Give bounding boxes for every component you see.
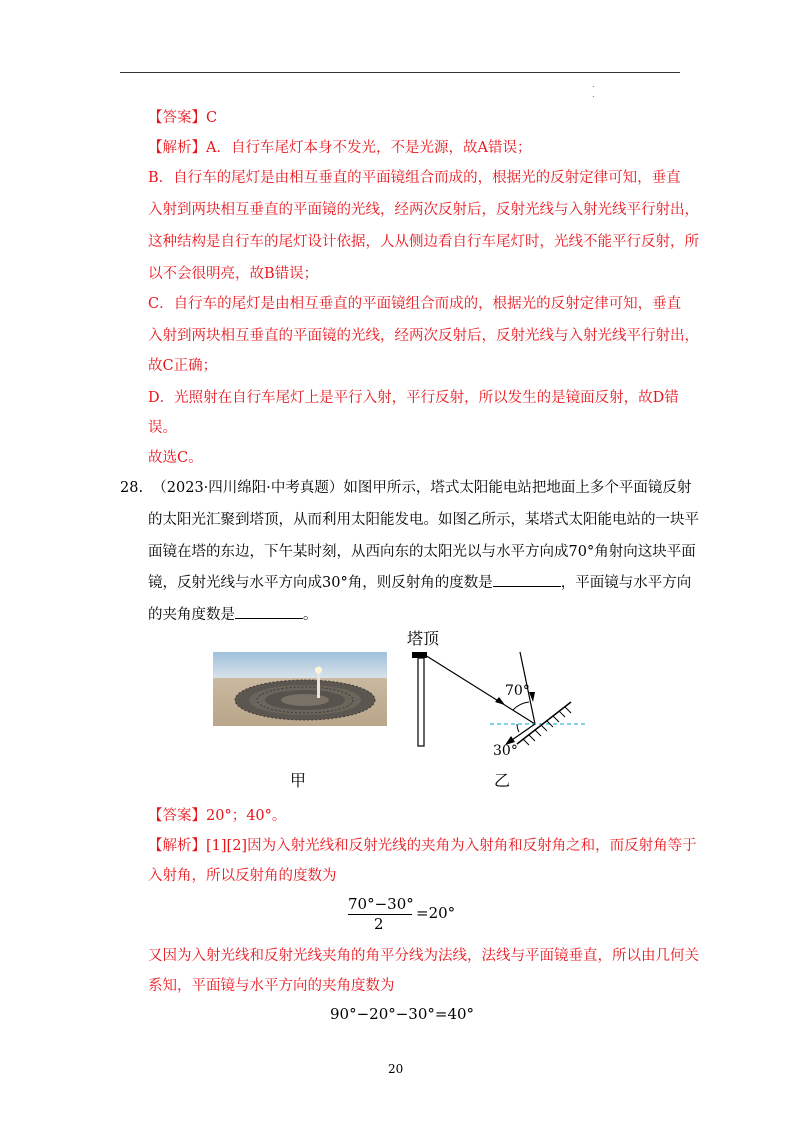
page-number: 20 bbox=[388, 1062, 404, 1076]
analysis-line: 【解析】A．自行车尾灯本身不发光，不是光源，故A错误； bbox=[148, 140, 532, 156]
tower bbox=[418, 658, 424, 746]
header-rule bbox=[120, 72, 680, 73]
mirror-hatch bbox=[523, 707, 571, 745]
header-marks: . . bbox=[592, 80, 595, 99]
analysis-line: 系知，平面镜与水平方向的夹角度数为 bbox=[148, 978, 395, 994]
fraction-denominator: 2 bbox=[374, 915, 384, 933]
angle-label-70: 70° bbox=[505, 683, 530, 699]
analysis-line: C．自行车的尾灯是由相互垂直的平面镜组合而成的，根据光的反射定律可知，垂直 bbox=[148, 296, 682, 312]
question-line: 的夹角度数是 。 bbox=[148, 604, 318, 625]
answer-value: 20°；40°。 bbox=[206, 808, 287, 824]
analysis-line: 这种结构是自行车的尾灯设计依据，人从侧边看自行车尾灯时，光线不能平行反射，所 bbox=[148, 234, 699, 250]
analysis-line: 故选C。 bbox=[148, 450, 203, 466]
analysis-line: 入射到两块相互垂直的平面镜的光线，经两次反射后，反射光线与入射光线平行射出， bbox=[148, 202, 699, 218]
fraction-equation bbox=[340, 893, 480, 935]
angle-arc-30 bbox=[517, 724, 519, 732]
analysis-line: 【解析】[1][2]因为入射光线和反射光线的夹角为入射角和反射角之和，而反射角等于 bbox=[148, 838, 697, 854]
question-line: 镜，反射光线与水平方向成30°角，则反射角的度数是 ，平面镜与水平方向 bbox=[148, 572, 691, 593]
figure-caption-b: 乙 bbox=[494, 771, 511, 790]
answer-value: C bbox=[206, 110, 218, 126]
analysis-line: 误。 bbox=[148, 420, 177, 436]
answer-tag: 【答案】 bbox=[148, 110, 206, 126]
analysis-tag: 【解析】 bbox=[148, 140, 206, 156]
fraction-numerator: 70°−30° bbox=[348, 895, 414, 913]
analysis-tag: 【解析】 bbox=[148, 838, 206, 854]
question-line: 面镜在塔的东边，下午某时刻，从西向东的太阳光以与水平方向成70°角射向这块平面 bbox=[148, 544, 696, 560]
answer-tag: 【答案】 bbox=[148, 808, 206, 824]
solar-plant-photo bbox=[213, 652, 387, 726]
reflected-ray-arrow bbox=[495, 697, 505, 705]
question-line: 的太阳光汇聚到塔顶，从而利用太阳能发电。如图乙所示，某塔式太阳能电站的一块平 bbox=[148, 512, 699, 528]
analysis-line: 入射到两块相互垂直的平面镜的光线，经两次反射后，反射光线与入射光线平行射出， bbox=[148, 328, 699, 344]
fraction-result: =20° bbox=[416, 904, 456, 922]
tower-label: 塔顶 bbox=[407, 629, 440, 648]
analysis-line: 故C正确； bbox=[148, 358, 218, 374]
answer-line-1 bbox=[148, 108, 217, 128]
analysis-line: B．自行车的尾灯是由相互垂直的平面镜组合而成的，根据光的反射定律可知，垂直 bbox=[148, 170, 681, 186]
analysis-line: 入射角，所以反射角的度数为 bbox=[148, 868, 337, 884]
question-number: 28. bbox=[120, 480, 144, 496]
angle-label-30: 30° bbox=[493, 743, 518, 759]
tower-top bbox=[412, 652, 427, 658]
answer-blank[interactable] bbox=[235, 604, 303, 619]
reflection-diagram bbox=[395, 622, 605, 787]
figure-caption-a: 甲 bbox=[290, 771, 307, 790]
analysis-line: 以不会很明亮，故B错误； bbox=[148, 266, 319, 282]
answer-line-2 bbox=[148, 806, 286, 826]
answer-blank[interactable] bbox=[493, 572, 561, 587]
angle-arc-70 bbox=[513, 702, 529, 710]
angle-equation: 90°−20°−30°=40° bbox=[330, 1005, 475, 1023]
analysis-line: D．光照射在自行车尾灯上是平行入射，平行反射，所以发生的是镜面反射，故D错 bbox=[148, 390, 679, 406]
question-line: 28. （2023·四川绵阳·中考真题）如图甲所示，塔式太阳能电站把地面上多个平面镜反射 bbox=[120, 480, 692, 496]
mirror bbox=[517, 702, 571, 744]
analysis-line: 又因为入射光线和反射光线夹角的角平分线为法线，法线与平面镜垂直，所以由几何关 bbox=[148, 948, 699, 964]
